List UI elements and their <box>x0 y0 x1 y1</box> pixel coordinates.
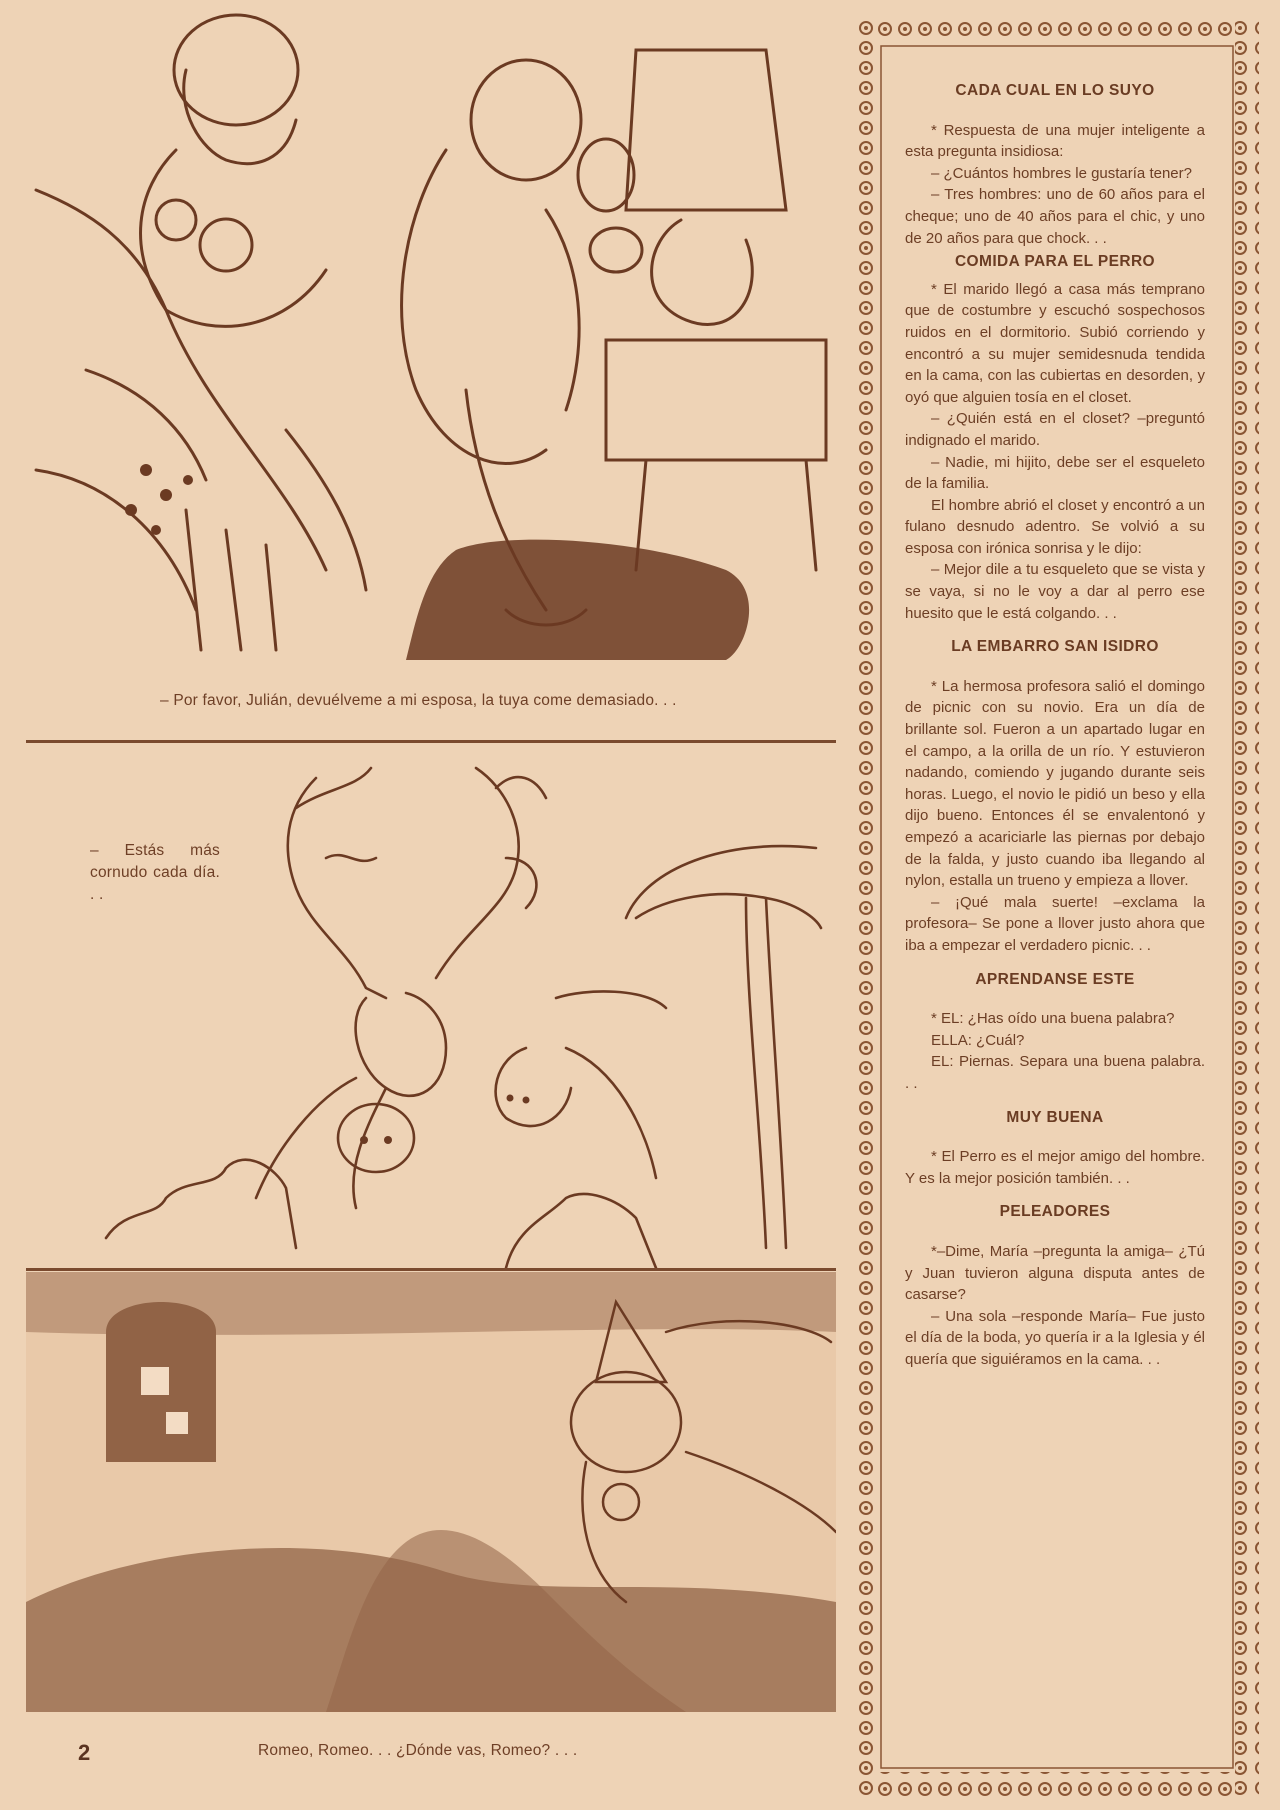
section-title: LA EMBARRO SAN ISIDRO <box>951 638 1159 656</box>
section-title: MUY BUENA <box>1006 1108 1104 1126</box>
caption-panel-2: – Estás más cornudo cada día. . . <box>90 842 220 903</box>
paragraph: – ¿Cuántos hombres le gustaría tener? <box>931 164 1192 182</box>
panel-divider <box>26 740 836 743</box>
page-number: 2 <box>78 1740 91 1765</box>
caption-panel-3: Romeo, Romeo. . . ¿Dónde vas, Romeo? . . . <box>258 1742 578 1759</box>
cartoon-panel-bedroom <box>26 10 836 660</box>
cartoon-illustration-1 <box>26 10 836 660</box>
cartoon-panel-moose <box>26 748 836 1268</box>
paragraph: * La hermosa profesora salió el domingo de picnic con su novio. Era un día de brillante sol. Fueron a un apartado lugar en el campo, a la orilla de un río. Y estuvieron nadando, comiendo y jugando durante seis horas. Luego, el novio le pidió un beso y ella dijo bueno. Entonces él se envalentonó y empezó a acariciarle las piernas por debajo de la falda, y justo cuando iba llegando al nylon, estalla un trueno y empieza a llover. <box>905 677 1205 890</box>
paragraph: – Nadie, mi hijito, debe ser el esqueleto de la familia. <box>905 453 1205 493</box>
cartoon-panel-romeo <box>26 1272 836 1712</box>
paragraph: – Mejor dile a tu esqueleto que se vista y se vaya, si no le voy a dar al perro ese huesito que le está colgando. . . <box>905 561 1205 622</box>
cartoon-illustration-3 <box>26 1272 836 1712</box>
paragraph: – Tres hombres: uno de 60 años para el cheque; uno de 40 años para el chic, y uno de 20 años para que chock. . . <box>905 186 1205 247</box>
paragraph: – ¿Quién está en el closet? –preguntó indignado el marido. <box>905 410 1205 449</box>
paragraph: * El Perro es el mejor amigo del hombre. Y es la mejor posición también. . . <box>905 1148 1205 1187</box>
paragraph: ELLA: ¿Cuál? <box>931 1031 1025 1049</box>
section-title: COMIDA PARA EL PERRO <box>954 253 1156 271</box>
jokes-column <box>905 80 1205 1370</box>
paragraph: El hombre abrió el closet y encontró a un fulano desnudo adentro. Se volvió a su esposa con irónica sonrisa y le dijo: <box>905 496 1205 557</box>
paragraph: – Una sola –responde María– Fue justo el día de la boda, yo quería ir a la Iglesia y él quería que siguiéramos en la cama. . . <box>905 1307 1205 1368</box>
paragraph: * El marido llegó a casa más temprano que de costumbre y escuchó sospechosos ruidos en el dormitorio. Subió corriendo y encontró a su mujer semidesnuda tendida en la cama, con las cubiertas en desorden, y oyó que alguien tosía en el closet. <box>905 280 1205 406</box>
caption-panel-1: – Por favor, Julián, devuélveme a mi esposa, la tuya come demasiado. . . <box>160 692 677 709</box>
section-title: CADA CUAL EN LO SUYO <box>955 82 1155 99</box>
paragraph: – ¡Qué mala suerte! –exclama la profesora– Se pone a llover justo ahora que iba a empezar el verdadero picnic. . . <box>905 893 1205 954</box>
cartoon-illustration-2 <box>26 748 836 1268</box>
paragraph: *–Dime, María –pregunta la amiga– ¿Tú y Juan tuvieron alguna disputa antes de casarse? <box>905 1242 1205 1304</box>
paragraph: EL: Piernas. Separa una buena palabra. . . <box>905 1053 1205 1092</box>
section-title: APRENDANSE ESTE <box>975 970 1135 988</box>
section-title: PELEADORES <box>999 1203 1111 1221</box>
panel-divider-2 <box>26 1268 836 1271</box>
paragraph: * EL: ¿Has oído una buena palabra? <box>931 1010 1175 1028</box>
paragraph: * Respuesta de una mujer inteligente a esta pregunta insidiosa: <box>905 121 1205 161</box>
